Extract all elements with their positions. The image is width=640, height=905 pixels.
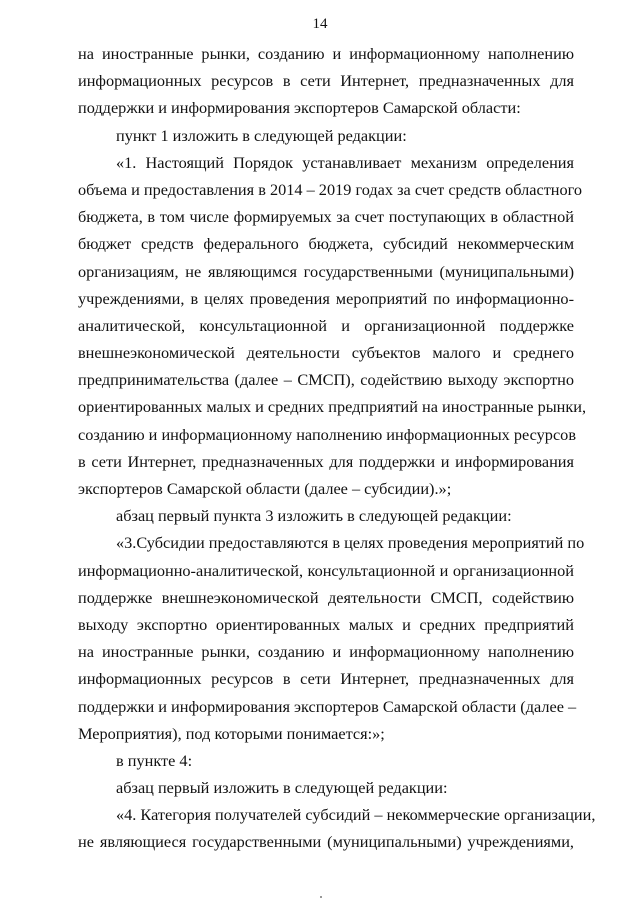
text-line: абзац первый пункта 3 изложить в следующей редакции: xyxy=(116,506,512,526)
text-line: поддержке внешнеэкономической деятельности СМСП, содействию xyxy=(78,587,574,607)
text-line: «3.Субсидии предоставляются в целях проведения мероприятий по xyxy=(116,533,585,553)
text-line: организациям, не являющимся государственными (муниципальными) xyxy=(78,261,574,281)
text-line: информационных ресурсов в сети Интернет, предназначенных для xyxy=(78,669,574,689)
text-line: на иностранные рынки, созданию и информационному наполнению xyxy=(78,642,574,662)
text-line: предпринимательства (далее – СМСП), содействию выходу экспортно xyxy=(78,370,574,390)
text-line: бюджета, в том числе формируемых за счет поступающих в областной xyxy=(78,207,574,227)
text-line: внешнеэкономической деятельности субъектов малого и среднего xyxy=(78,343,574,363)
text-line: «1. Настоящий Порядок устанавливает механизм определения xyxy=(116,152,574,172)
text-line: информационных ресурсов в сети Интернет, предназначенных для xyxy=(78,71,574,91)
text-line: выходу экспортно ориентированных малых и средних предприятий xyxy=(78,614,574,634)
text-line: пункт 1 изложить в следующей редакции: xyxy=(116,125,407,145)
text-line: в пункте 4: xyxy=(116,750,193,770)
text-line: информационно-аналитической, консультационной и организационной xyxy=(78,560,574,580)
text-line: ориентированных малых и средних предприятий на иностранные рынки, xyxy=(78,397,587,417)
text-line: Мероприятия), под которыми понимается:»; xyxy=(78,723,385,743)
text-line: «4. Категория получателей субсидий – некоммерческие организации, xyxy=(116,805,596,825)
text-line: учреждениями, в целях проведения мероприятий по информационно- xyxy=(78,288,574,308)
text-line: экспортеров Самарской области (далее – субсидии).»; xyxy=(78,479,452,498)
text-line: бюджет средств федерального бюджета, субсидий некоммерческим xyxy=(78,234,574,254)
text-line: в сети Интернет, предназначенных для поддержки и информирования xyxy=(78,451,574,471)
text-line: поддержки и информирования экспортеров Самарской области: xyxy=(78,98,521,118)
page-number: 14 xyxy=(312,16,328,32)
text-line: не являющиеся государственными (муниципальными) учреждениями, xyxy=(78,832,574,852)
scan-speck xyxy=(320,896,322,898)
text-line: аналитической, консультационной и организационной поддержке xyxy=(78,315,574,335)
text-line: объема и предоставления в 2014 – 2019 годах за счет средств областного xyxy=(78,179,583,199)
text-line: абзац первый изложить в следующей редакции: xyxy=(116,778,448,798)
document-body xyxy=(78,40,596,856)
text-line: поддержки и информирования экспортеров Самарской области (далее – xyxy=(78,696,577,716)
text-line: созданию и информационному наполнению информационных ресурсов xyxy=(78,424,577,444)
text-line: на иностранные рынки, созданию и информационному наполнению xyxy=(78,44,574,63)
